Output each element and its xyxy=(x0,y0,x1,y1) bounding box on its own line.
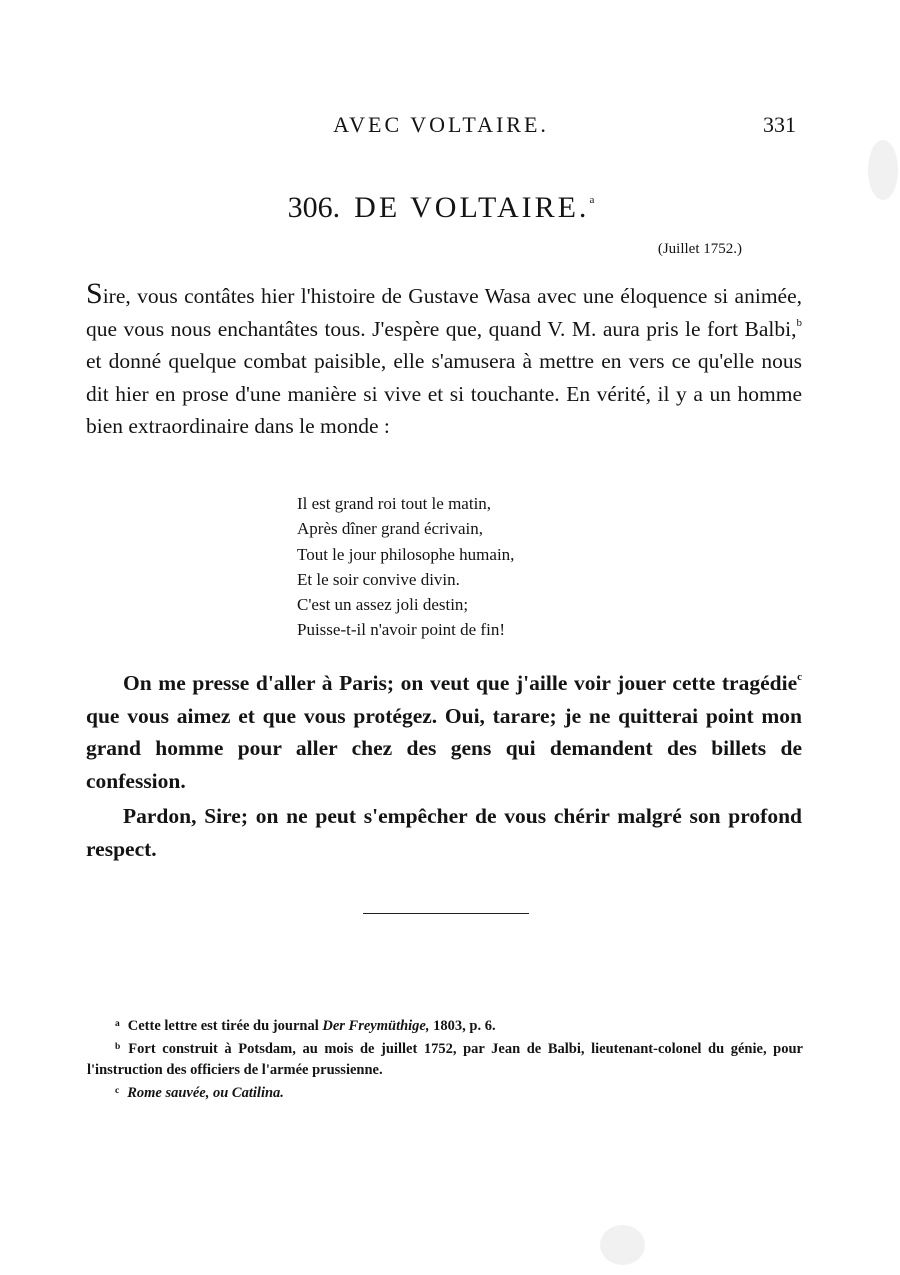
paragraph-2 xyxy=(86,667,802,797)
body-text-closing xyxy=(86,667,802,865)
paragraph-2-text-a: On me presse d'aller à Paris; on veut que j'aille voir jouer cette tragédie xyxy=(123,671,798,695)
verse-line: Après dîner grand écrivain, xyxy=(297,519,483,539)
footnote-c-text: Rome sauvée, ou Catilina. xyxy=(127,1085,284,1101)
paragraph-1 xyxy=(86,277,802,443)
footnote-b xyxy=(87,1037,803,1081)
verse-line: Il est grand roi tout le matin, xyxy=(297,494,492,513)
running-head xyxy=(0,112,900,142)
footnote-a-citation: 1803, p. 6. xyxy=(429,1018,496,1034)
footnote-mark-c: c xyxy=(115,1086,120,1096)
page-number: 331 xyxy=(763,112,796,137)
drop-cap: S xyxy=(86,277,103,310)
footnote-a xyxy=(87,1014,803,1037)
footnotes xyxy=(87,1014,803,1104)
footnote-b-text: Fort construit à Potsdam, au mois de juillet 1752, par Jean de Balbi, lieutenant-colonel du génie, pour l'instruction des officiers de l'armée prussienne. xyxy=(87,1041,803,1078)
footnote-a-text: Cette lettre est tirée du journal xyxy=(127,1018,323,1034)
paragraph-2-text-b: que vous aimez et que vous protégez. Oui, tarare; je ne quitterai point mon grand homme pour aller chez des gens qui demandent des billets de confession. xyxy=(86,703,802,793)
footnote-a-journal: Der Freymüthige, xyxy=(322,1018,430,1034)
section-rule xyxy=(363,913,529,914)
paper-stain xyxy=(600,1225,645,1265)
letter-date: (Juillet 1752.) xyxy=(657,241,742,257)
footnote-ref-b: b xyxy=(796,316,802,329)
footnote-mark-b: b xyxy=(115,1042,121,1052)
verse-line: Puisse-t-il n'avoir point de fin! xyxy=(297,620,505,640)
paragraph-1-text-b: et donné quelque combat paisible, elle s'amusera à mettre en vers ce qu'elle nous dit hier en prose d'une manière si vive et si touchante. En vérité, il y a un homme bien extraordinaire dans le monde : xyxy=(86,349,802,438)
letter-heading xyxy=(0,180,882,228)
footnote-mark-a: a xyxy=(115,1019,120,1029)
body-text-opening xyxy=(86,277,802,443)
paragraph-3: Pardon, Sire; on ne peut s'empêcher de vous chérir malgré son profond respect. xyxy=(86,804,802,861)
paragraph-1-text-a: ire, vous contâtes hier l'histoire de Gustave Wasa avec une éloquence si animée, que vous nous enchantâtes tous. J'espère que, quand V. M. aura pris le fort Balbi, xyxy=(86,284,802,341)
letter-title: DE VOLTAIRE. xyxy=(354,191,590,224)
footnote-c xyxy=(87,1081,803,1104)
footnote-ref-c: c xyxy=(797,671,802,683)
verse-line: C'est un assez joli destin; xyxy=(297,595,469,615)
verse-line: Tout le jour philosophe humain, xyxy=(297,544,515,564)
verse-stanza xyxy=(297,491,514,643)
letter-number: 306. xyxy=(287,191,341,224)
verse-line: Et le soir convive divin. xyxy=(297,569,460,589)
running-title: AVEC VOLTAIRE. xyxy=(333,112,549,137)
footnote-ref-a: a xyxy=(589,194,595,206)
